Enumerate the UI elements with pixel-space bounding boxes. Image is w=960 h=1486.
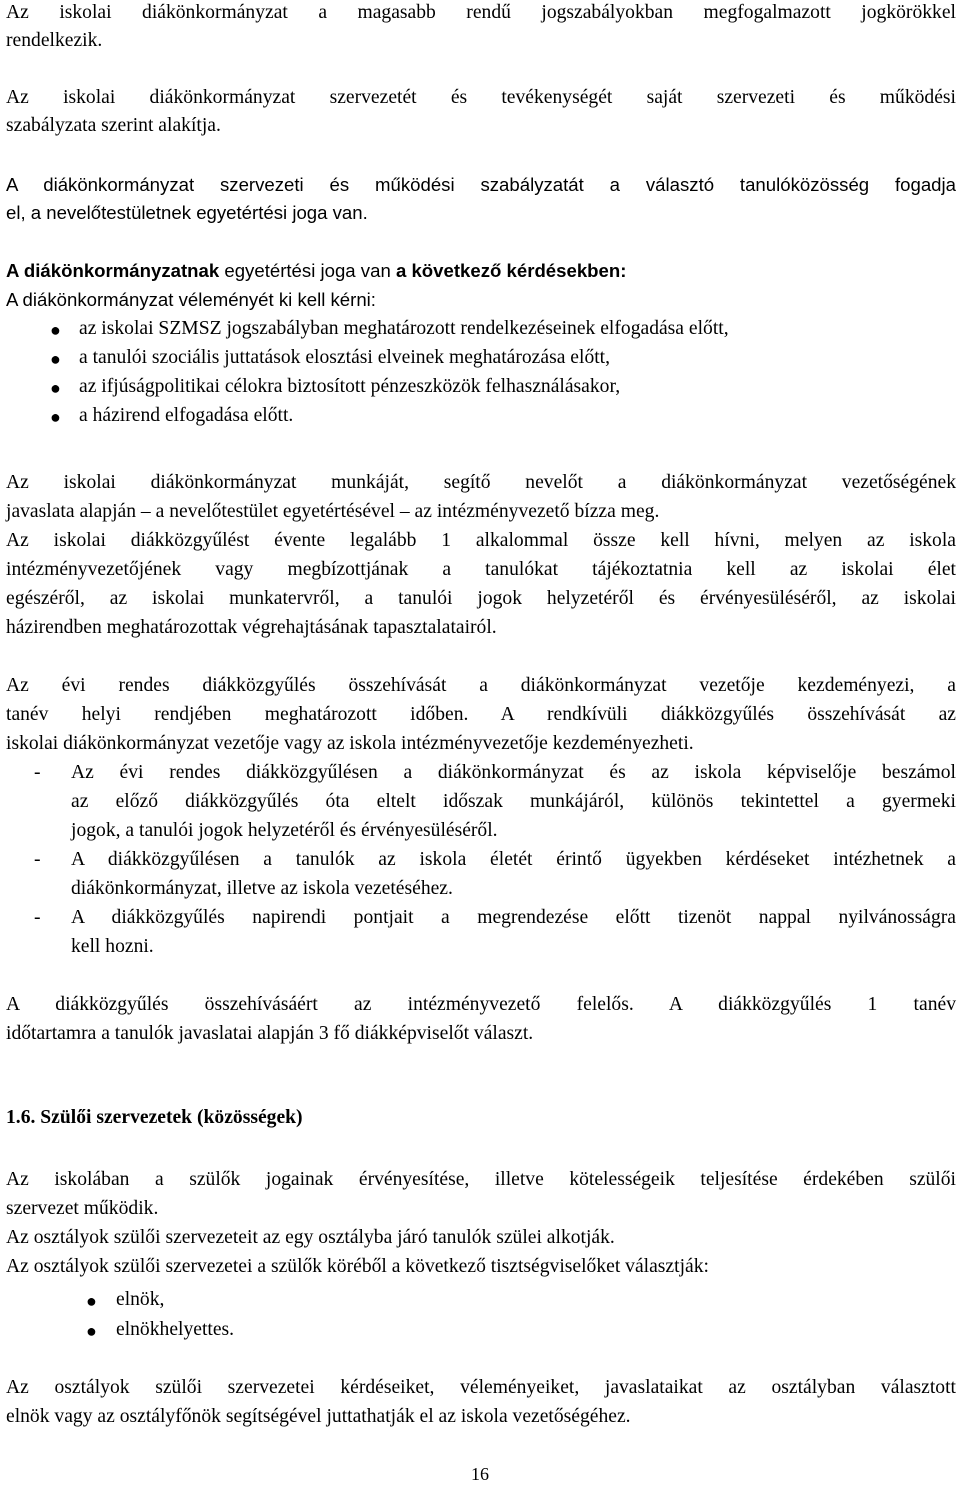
paragraph-line: elnök vagy az osztályfőnök segítségével juttathatják el az iskola vezetőségéhez.: [6, 1406, 631, 1427]
paragraph-line: tanév helyi rendjében meghatározott időben. A rendkívüli diákközgyűlés összehívását az: [6, 704, 956, 725]
paragraph-line: egészéről, az iskolai munkatervről, a tanulói jogok helyzetéről és érvényesüléséről, az iskolai: [6, 588, 956, 609]
paragraph-line: Az iskolai diákönkormányzat szervezetét és tevékenységét saját szervezeti és működési: [6, 87, 956, 108]
paragraph-line: rendelkezik.: [6, 30, 103, 51]
paragraph-line: el, a nevelőtestületnek egyetértési joga van.: [6, 202, 368, 223]
paragraph-line: szervezet működik.: [6, 1198, 159, 1219]
paragraph-line: Az iskolai diákönkormányzat munkáját, segítő nevelőt a diákönkormányzat vezetőségének: [6, 472, 956, 493]
bullet-icon: ●: [50, 349, 61, 369]
list-item: az ifjúságpolitikai célokra biztosított pénzeszközök felhasználásakor,: [79, 376, 621, 397]
paragraph-line: Az iskolában a szülők jogainak érvényesítése, illetve kötelességeik teljesítése érdekében szülői: [6, 1169, 956, 1190]
paragraph-line: [6, 258, 956, 284]
list-item: A diákközgyűlés napirendi pontjait a megrendezése előtt tizenöt nappal nyilvánosságra: [71, 907, 956, 928]
bullet-icon: ●: [86, 1321, 97, 1341]
bullet-icon: ●: [50, 407, 61, 427]
bold-phrase: A diákönkormányzatnak: [6, 260, 220, 281]
paragraph-line: Az iskolai diákönkormányzat a magasabb rendű jogszabályokban megfogalmazott jogkörökkel: [6, 2, 956, 23]
paragraph-line: A diákönkormányzat szervezeti és működési szabályzatát a választó tanulóközösség fogadja: [6, 174, 956, 195]
list-item: elnök,: [116, 1289, 165, 1310]
bullet-icon: ●: [50, 320, 61, 340]
dash-marker: -: [34, 907, 41, 928]
list-item: A diákközgyűlésen a tanulók az iskola életét érintő ügyekben kérdéseket intézhetnek a: [71, 849, 956, 870]
text-run: egyetértési joga van: [219, 260, 396, 281]
list-item: a tanulói szociális juttatások elosztási elveinek meghatározása előtt,: [79, 347, 611, 368]
bullet-icon: ●: [86, 1291, 97, 1311]
paragraph-line: javaslata alapján – a nevelőtestület egyetértésével – az intézményvezető bízza meg.: [6, 501, 660, 522]
paragraph-line: A diákközgyűlés összehívásáért az intézményvezető felelős. A diákközgyűlés 1 tanév: [6, 994, 956, 1015]
list-item: az iskolai SZMSZ jogszabályban meghatározott rendelkezéseinek elfogadása előtt,: [79, 318, 729, 339]
paragraph-line: Az évi rendes diákközgyűlés összehívását a diákönkormányzat vezetője kezdeményezi, a: [6, 675, 956, 696]
list-item: Az évi rendes diákközgyűlésen a diákönkormányzat és az iskola képviselője beszámol: [71, 762, 956, 783]
paragraph-line: Az iskolai diákközgyűlést évente legalább 1 alkalommal össze kell hívni, melyen az iskola: [6, 530, 956, 551]
paragraph-line: Az osztályok szülői szervezetei a szülők köréből a következő tisztségviselőket választják:: [6, 1256, 709, 1277]
list-item: jogok, a tanulói jogok helyzetéről és érvényesüléséről.: [71, 820, 498, 841]
section-heading: 1.6. Szülői szervezetek (közösségek): [6, 1107, 303, 1128]
paragraph-line: iskolai diákönkormányzat vezetője vagy az iskola intézményvezetője kezdeményezheti.: [6, 733, 694, 754]
dash-marker: -: [34, 849, 41, 870]
bold-phrase: a következő kérdésekben:: [395, 260, 627, 281]
list-item: diákönkormányzat, illetve az iskola vezetéséhez.: [71, 878, 453, 899]
paragraph-line: szabályzata szerint alakítja.: [6, 115, 221, 136]
paragraph-line: időtartamra a tanulók javaslatai alapján 3 fő diákképviselőt választ.: [6, 1023, 534, 1044]
paragraph-line: intézményvezetőjének vagy megbízottjának a tanulókat tájékoztatnia kell az iskolai élet: [6, 559, 956, 580]
paragraph-line: Az osztályok szülői szervezetei kérdéseiket, véleményeiket, javaslataikat az osztályban választott: [6, 1377, 956, 1398]
paragraph-line: A diákönkormányzat véleményét ki kell kérni:: [6, 289, 376, 310]
dash-marker: -: [34, 762, 41, 783]
list-item: kell hozni.: [71, 936, 154, 957]
list-item: az előző diákközgyűlés óta eltelt időszak munkájáról, különös tekintettel a gyermeki: [71, 791, 956, 812]
list-item: elnökhelyettes.: [116, 1319, 235, 1340]
paragraph-line: Az osztályok szülői szervezeteit az egy osztályba járó tanulók szülei alkotják.: [6, 1227, 615, 1248]
bullet-icon: ●: [50, 378, 61, 398]
list-item: a házirend elfogadása előtt.: [79, 405, 294, 426]
page-number: 16: [471, 1464, 489, 1484]
paragraph-line: házirendben meghatározottak végrehajtásának tapasztalatairól.: [6, 617, 497, 638]
